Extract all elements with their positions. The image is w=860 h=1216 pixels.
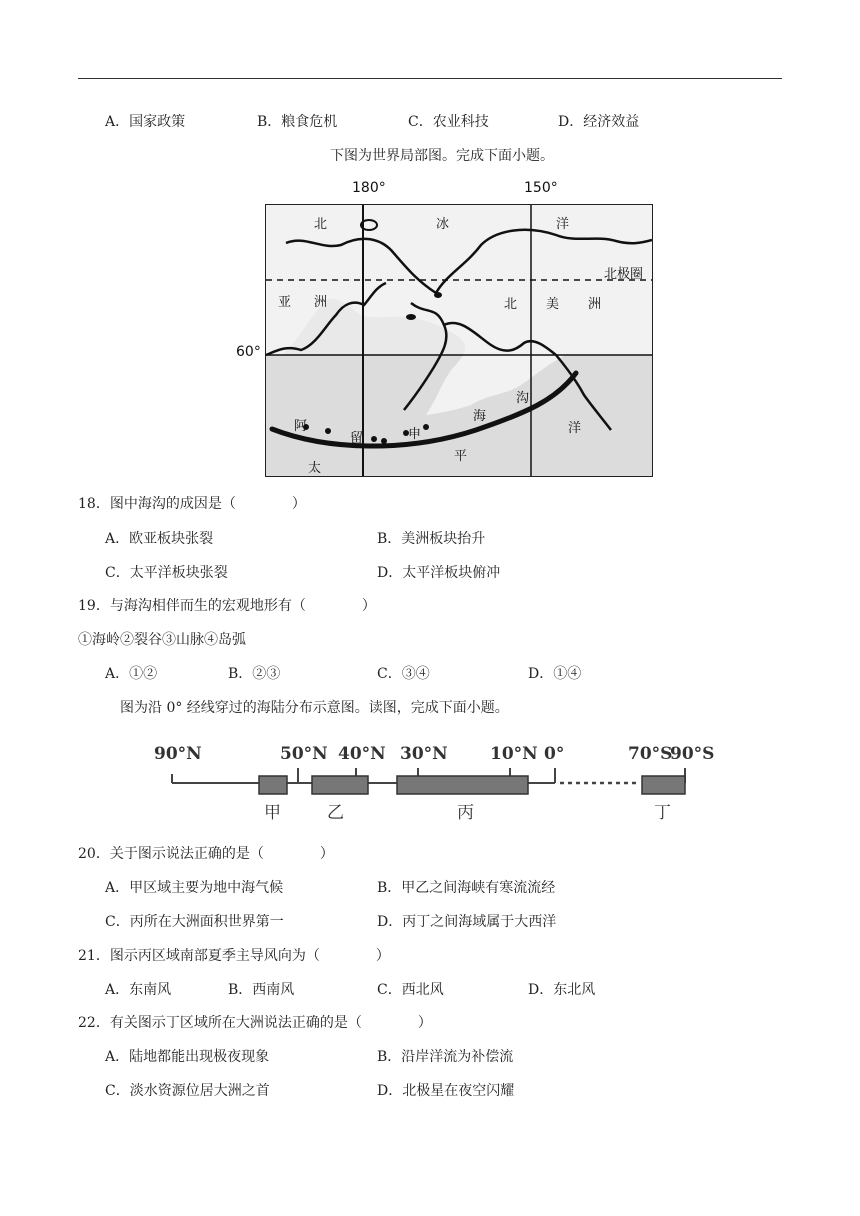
lon-180-label: 180° bbox=[352, 180, 386, 196]
map-label-bei2: 北 bbox=[504, 297, 518, 312]
q18-option-d[interactable]: D．太平洋板块俯冲 bbox=[377, 565, 501, 581]
zone-label-yi: 乙 bbox=[327, 803, 344, 823]
q22-option-c[interactable]: C．淡水资源位居大洲之首 bbox=[105, 1083, 270, 1099]
q18-option-a[interactable]: A．欧亚板块张裂 bbox=[105, 531, 214, 547]
q21-option-c[interactable]: C．西北风 bbox=[377, 982, 444, 998]
q21-option-a[interactable]: A．东南风 bbox=[105, 982, 172, 998]
lat-label-0: 0° bbox=[544, 744, 565, 764]
q20-option-a[interactable]: A．甲区域主要为地中海气候 bbox=[105, 880, 284, 896]
map-label-yang2: 洋 bbox=[568, 421, 582, 436]
map-label-tai: 太 bbox=[308, 461, 322, 476]
q17-option-d[interactable]: D．经济效益 bbox=[558, 114, 640, 130]
q17-option-b[interactable]: B．粮食危机 bbox=[257, 114, 338, 130]
lat-label-40n: 40°N bbox=[338, 744, 386, 764]
q21-option-d[interactable]: D．东北风 bbox=[528, 982, 596, 998]
world-partial-map bbox=[265, 204, 653, 477]
q20-option-d[interactable]: D．丙丁之间海域属于大西洋 bbox=[377, 914, 557, 930]
map-label-yang1: 洋 bbox=[556, 217, 570, 232]
map-label-arctic-circle: 北极圈 bbox=[604, 267, 644, 282]
q21-option-b[interactable]: B．西南风 bbox=[228, 982, 295, 998]
map-label-mei: 美 bbox=[546, 297, 560, 312]
latitude-diagram bbox=[150, 740, 730, 825]
q20-stem: 20．关于图示说法正确的是（ ） bbox=[78, 846, 334, 862]
map-label-zhou2: 洲 bbox=[588, 297, 602, 312]
q22-stem: 22．有关图示丁区域所在大洲说法正确的是（ ） bbox=[78, 1015, 432, 1031]
zone-label-ding: 丁 bbox=[654, 803, 671, 823]
zone-label-bing: 丙 bbox=[457, 803, 474, 823]
lat-label-50n: 50°N bbox=[280, 744, 328, 764]
q19-items: ①海岭②裂谷③山脉④岛弧 bbox=[78, 632, 246, 648]
zone-bing-block bbox=[397, 776, 528, 794]
q22-option-b[interactable]: B．沿岸洋流为补偿流 bbox=[377, 1049, 514, 1065]
lat-label-90n: 90°N bbox=[154, 744, 202, 764]
q19-option-a[interactable]: A．①② bbox=[105, 666, 158, 682]
lon-150-label: 150° bbox=[524, 180, 558, 196]
lat-60-label: 60° bbox=[236, 344, 261, 360]
zone-jia-block bbox=[259, 776, 287, 794]
lat-label-10n: 10°N bbox=[490, 744, 538, 764]
q21-stem: 21．图示丙区域南部夏季主导风向为（ ） bbox=[78, 948, 390, 964]
zone-label-jia: 甲 bbox=[264, 803, 281, 823]
q22-option-d[interactable]: D．北极星在夜空闪耀 bbox=[377, 1083, 515, 1099]
zone-ding-block bbox=[642, 776, 685, 794]
map-label-shen: 申 bbox=[408, 427, 422, 442]
map-label-ping: 平 bbox=[454, 449, 468, 464]
map-label-a: 阿 bbox=[294, 419, 308, 434]
q19-stem: 19．与海沟相伴而生的宏观地形有（ ） bbox=[78, 598, 376, 614]
q19-option-d[interactable]: D．①④ bbox=[528, 666, 582, 682]
map-label-bei: 北 bbox=[314, 217, 328, 232]
map-label-liu: 留 bbox=[350, 431, 364, 446]
map-label-bing: 冰 bbox=[436, 217, 450, 232]
lat-label-70s: 70°S bbox=[628, 744, 673, 764]
lat-intro: 图为沿 0° 经线穿过的海陆分布示意图。读图，完成下面小题。 bbox=[120, 700, 509, 716]
q19-option-c[interactable]: C．③④ bbox=[377, 666, 430, 682]
q19-option-b[interactable]: B．②③ bbox=[228, 666, 281, 682]
lat-label-90s: 90°S bbox=[670, 744, 715, 764]
map-label-ya: 亚 bbox=[278, 295, 292, 310]
lat-label-30n: 30°N bbox=[400, 744, 448, 764]
q20-option-c[interactable]: C．丙所在大洲面积世界第一 bbox=[105, 914, 284, 930]
map-graphics bbox=[266, 205, 652, 476]
map-label-zhou1: 洲 bbox=[314, 295, 328, 310]
map-intro: 下图为世界局部图。完成下面小题。 bbox=[330, 148, 554, 164]
q18-option-b[interactable]: B．美洲板块抬升 bbox=[377, 531, 486, 547]
map-label-gou: 沟 bbox=[516, 391, 530, 406]
map-label-hai: 海 bbox=[473, 409, 487, 424]
q17-option-c[interactable]: C．农业科技 bbox=[408, 114, 489, 130]
header-rule bbox=[78, 78, 782, 79]
q20-option-b[interactable]: B．甲乙之间海峡有寒流流经 bbox=[377, 880, 556, 896]
q17-option-a[interactable]: A．国家政策 bbox=[105, 114, 186, 130]
q18-option-c[interactable]: C．太平洋板块张裂 bbox=[105, 565, 228, 581]
q18-stem: 18．图中海沟的成因是（ ） bbox=[78, 496, 306, 512]
q22-option-a[interactable]: A．陆地都能出现极夜现象 bbox=[105, 1049, 270, 1065]
zone-yi-block bbox=[312, 776, 368, 794]
